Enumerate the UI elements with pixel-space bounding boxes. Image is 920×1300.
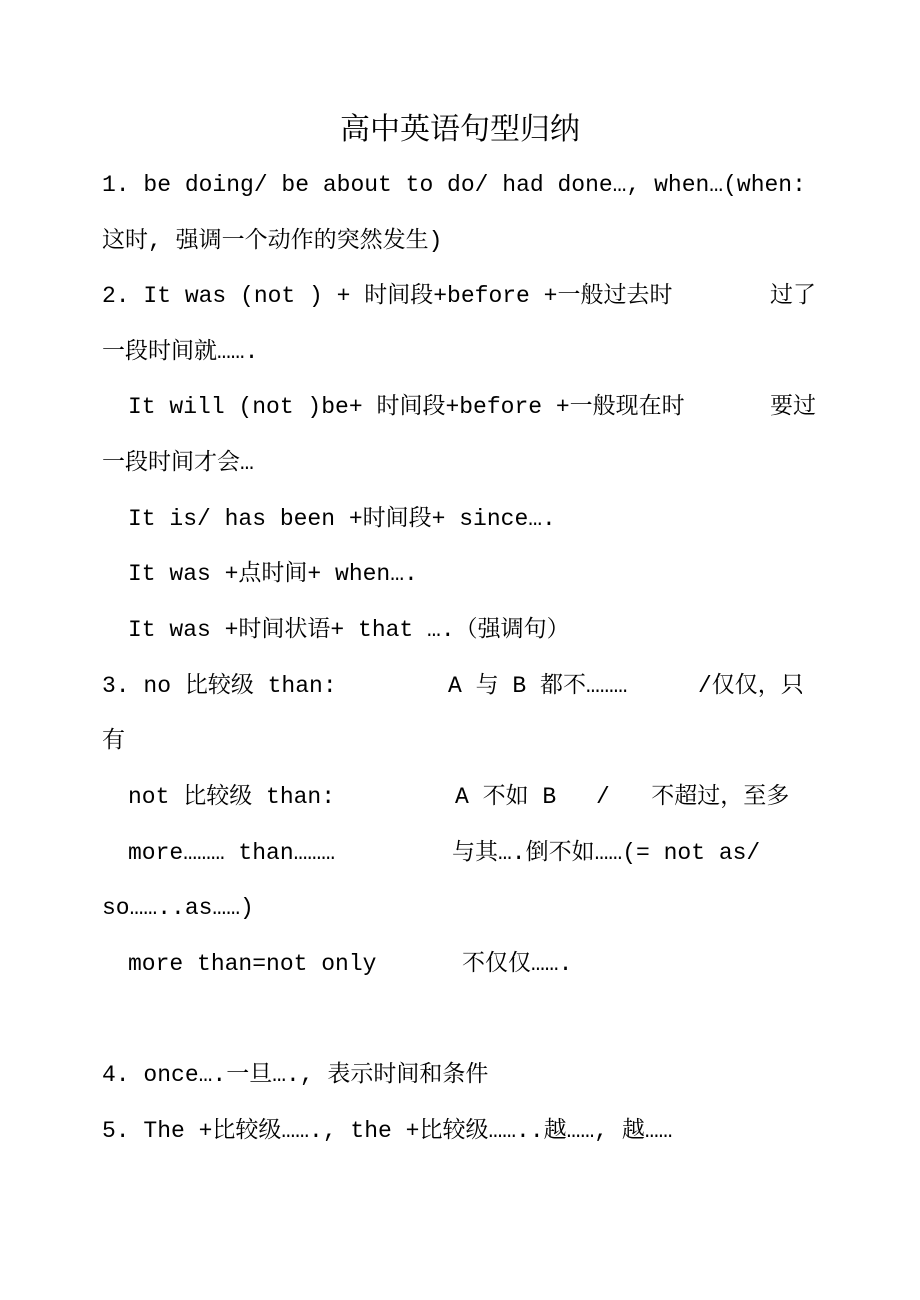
text-line-14: so……..as……) bbox=[102, 895, 254, 921]
text-line-15-middle: 不仅仅……. bbox=[462, 951, 573, 977]
text-line-9: It was +时间状语+ that ….（强调句） bbox=[128, 617, 570, 643]
text-line-6: 一段时间才会… bbox=[102, 450, 254, 476]
text-line-13-middle: 与其….倒不如……(= not as/ bbox=[452, 840, 761, 866]
page-title: 高中英语句型归纳 bbox=[340, 112, 580, 147]
text-line-8: It was +点时间+ when…. bbox=[128, 561, 418, 587]
text-line-16: 4. once….一旦…., 表示时间和条件 bbox=[102, 1062, 489, 1088]
text-line-1: 1. be doing/ be about to do/ had done…, when…(when: bbox=[102, 172, 806, 198]
text-line-4: 一段时间就……. bbox=[102, 339, 259, 365]
text-line-2: 这时, 强调一个动作的突然发生) bbox=[102, 228, 443, 254]
text-line-3-right: 过了 bbox=[770, 283, 816, 309]
text-line-12: not 比较级 than: bbox=[128, 784, 336, 810]
text-line-15: more than=not only bbox=[128, 951, 377, 977]
text-line-7: It is/ has been +时间段+ since…. bbox=[128, 506, 556, 532]
text-line-12-middle: A 不如 B bbox=[455, 784, 557, 810]
text-line-5: It will (not )be+ 时间段+before +一般现在时 bbox=[128, 394, 685, 420]
text-line-12-right: / 不超过，至多 bbox=[596, 784, 790, 810]
text-line-10: 3. no 比较级 than: bbox=[102, 673, 337, 699]
text-line-10-right: /仅仅，只 bbox=[698, 673, 804, 699]
text-line-13: more……… than……… bbox=[128, 840, 336, 866]
text-line-10-middle: A 与 B 都不……… bbox=[448, 673, 628, 699]
text-line-17: 5. The +比较级……., the +比较级……..越……, 越…… bbox=[102, 1118, 673, 1144]
text-line-3: 2. It was (not ) + 时间段+before +一般过去时 bbox=[102, 283, 673, 309]
text-line-11: 有 bbox=[102, 728, 125, 754]
text-line-5-right: 要过 bbox=[770, 394, 816, 420]
